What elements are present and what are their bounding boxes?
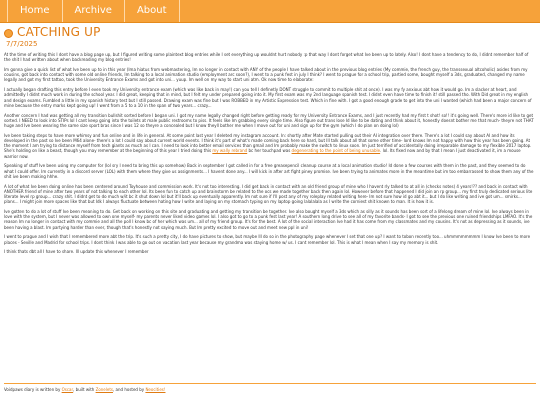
nav-about-link[interactable]: About [125,0,180,22]
neocities-link[interactable]: Neocities! [145,387,166,392]
post-paragraph: Speaking of stuff Ive been using my computer for (lol sry I need to bring this up somehow) Back in september I got called in for a free greasepencil cleanup course at a local animation studio! Id done a few courses with them in the past, and they seemed to do what I could offer. Im currently in a discord server (LOL) with them where they give us assignments... I havent done any... I will kick in after art fight piney promise. Ive been trying to animates more in the meantime but im too embarrassed to show them any of the shit ive been making hhhe. [4,163,534,179]
paragraph-text: . lol. Its fixed now and by that I mean I just deactivated it, im a mouse warrior now. [4,148,521,159]
site-footer [4,383,536,392]
post-paragraph: Im gonna give a quick list of what Ive been up to in this year (Ima hiatus from webmastering, Im no longer in contact with ANY of the people I have talked about in the previous blog entries (My commie, the french guy, the transsexual altcoholic) asides from my cousins, got back into contact with some old online friends, Im talking to a local animation studio (employment arc soon?), I went to a punk fest in july I think? I went to prague for a school trip, partied some, bought myself a 3ds, graduated, changed my name legally and got my first tattoo, took the University Entrance Exams and got into uni... yuup. Im well on my way to start uni atm. Ok now time to elaborate: [4,67,528,83]
post-paragraph: I think thats dbt all I have to share. Ill update this whenever I remember [4,249,149,255]
post-title: CATCHING UP [17,25,101,39]
post-paragraph: Another concern I had was getting all my transition bullshit sorted before I began uni. I got my name legally changed right before getting ready for my University Entrance Exams, and I just recently had my first t shot! so!! it's going well. There's more id like to get sorted. I NEED to look into STIPs lol I cant keep going into the toilets at male public restrooms to piss. It feels like Im grabbing every single time. Also figure out trans lose Id like to be dating and think about it, honestly doesnt bother me that much- theyre not THAT huge and Ive been wearing the same size sport bras since I was 12 so theyre a concealed but I know theyll bother me when I move out for uni and sign up for the gym (which I do plan on doing lol) [4,112,534,129]
title-row [4,25,534,39]
footer-text: , built with [73,387,96,392]
footer-text: , and hosted by [113,387,146,392]
footer-text: Voidpaws diary is written by [4,387,62,392]
main-nav [7,0,180,22]
post-paragraph: A lot of what Ive been doing online has been centered around Toyhouse and commission work. It's not too interesting. I did get back in contact with an old friend group of mine who I havent rly talked to at all in (checks notes) 4 years!?? and back in contact with ANOTHER friend of mine after two years of not talking to each other lol. Its been fun to catch up and brainstorm be related to the ocs we made together back then again lol. However before that happened I did join an rp group... my first truly dedicated serious lite literate level rp group... crazy shit. I didnt get to do much w/it bc it shut down lol but it'll back up eventually apparently. Im not sure if I'll post any of my roleplay related writing here- Im not sure how id go abt it... but I do like writing and ive got um... smirks... plans... I might join more spaces like that but Idk I always fluctuate between hating how I write and laying on my stomach typing on my laptop going lalalalala as I write the corniest shit known to man. It is how it is. [4,183,533,205]
paragraph-text: bc her touchpad was [247,148,292,154]
post-date: 7/7/2025 [6,40,38,48]
post-paragraph [4,133,536,159]
nav-archive-link[interactable]: Archive [63,0,125,22]
author-link[interactable]: Oscar [61,387,74,392]
nav-home-link[interactable]: Home [7,0,63,22]
post-paragraph: Ive gotten to do a lot of stuff Ive been meaning to do. Get back on working on this site and graduating and getting my transition be together. Ive also bought myself a 3ds which as silly as it sounds has been sort of a lifelong dream of mine lol. Ive always been in love with the system, but I never was allowed to own one myself- my parents never liked video games lol. I also got to go to a punk fest last year! A southern long drive to see all of my favorite bands- I got to see the previous one ruined friendships LMFAO. It's the reason Im no longer in contact with my commie and all the poll I know bc of her which was um... all of my friend group. It's for the best. A lot of the social interaction Ive had it has come from my classmates and my cousins. It's not as depressing as it sounds, ive been having a blast. Im partying harder than ever, though that's honestly not saying much. But Im pretty excited to move out and meet new ppl in uni! [4,209,533,230]
top-bar [0,0,540,23]
post-paragraph: At the time of writing this I dont have a blog page up, but I figured writing some plaintext blog entries while I set everything up wouldnt hurt nobody :p that way I dont forget what Ive been up to lately. Also! I dont have a tendency to do, I didnt remember half of the shit I had written about when backreading my blog entries! [4,52,529,63]
post-body [4,52,536,259]
post-paragraph: I went to prague and I wish that I remembered more abt the trip. It's such a pretty city, I do have pictures to show, but maybe Ill do so in the photography page whenever I set that one up? I want to tobon recently too... uhmmmmmmmm I know Ive been to more places - Seville and Madrid for school trips. I dont think I was able to go out on vacation last year because my grandma was staying home w/ us. I cant remember lol. This is what I mean when I say my memory is shit. [4,234,531,245]
wally-rebrand-link[interactable]: my wally rebrand [212,148,248,154]
touchpad-post-link[interactable]: degenerating to the point of being unusable [291,148,381,154]
post-header [4,25,534,48]
zonelets-link[interactable]: Zonelets [95,387,113,392]
post-paragraph: I actually began drafting this entry before I even took my University entrance exam (which was like back in may!) can you tell I definetly DONT struggle to commit to multiple shit at once). I was my fy anxious abt how it would go. Im a slacker at heart, and admittedly I didnt much work in during the school year. I did great, keeping that in mind, but I felt my under prepared going into it. My first exam was my 2nd language spanish test. I didnt even have time to finish it! still passed tho. With Did great in my english and design exams. Fumbled a little in my spanish history test but I still passed. Drawing exam was fine but I was ROBBED in my Artistic Expression test. Which in fine with. I got a good enough grade to get into the uni I wanted (which had been a major concern of mine because the entry marks kept going up! I went from a 5 to a 10 in the span of two years... crazy... [4,87,532,108]
paragraph-text: Ive been taking steps to have more whimsy and fun online and in life in general. At some point last year I deleted my instagram account. In: shortly after Mate started pulling out their AI integration over there. There's a lot I could say about AI and how its developed in the past so Ive been M64 alone- there's a lot I could say about current world events. I think it's part of what's made coming back here so hard, but Ill talk about all that some other time- lord knows Im not happy with how this year has been going. At the moment I am trying to distance myself from tech giants as much as I can. I need to look into better email services than gmail and Im probably make the switch to linux soon. Im just terrified of accidentally doing irreparable damage to my flexible 2017 laptop. She's holding on like a beast, though you may remember at the beginning of this year I tried doing this [4,132,532,154]
bullet-icon [4,29,13,38]
